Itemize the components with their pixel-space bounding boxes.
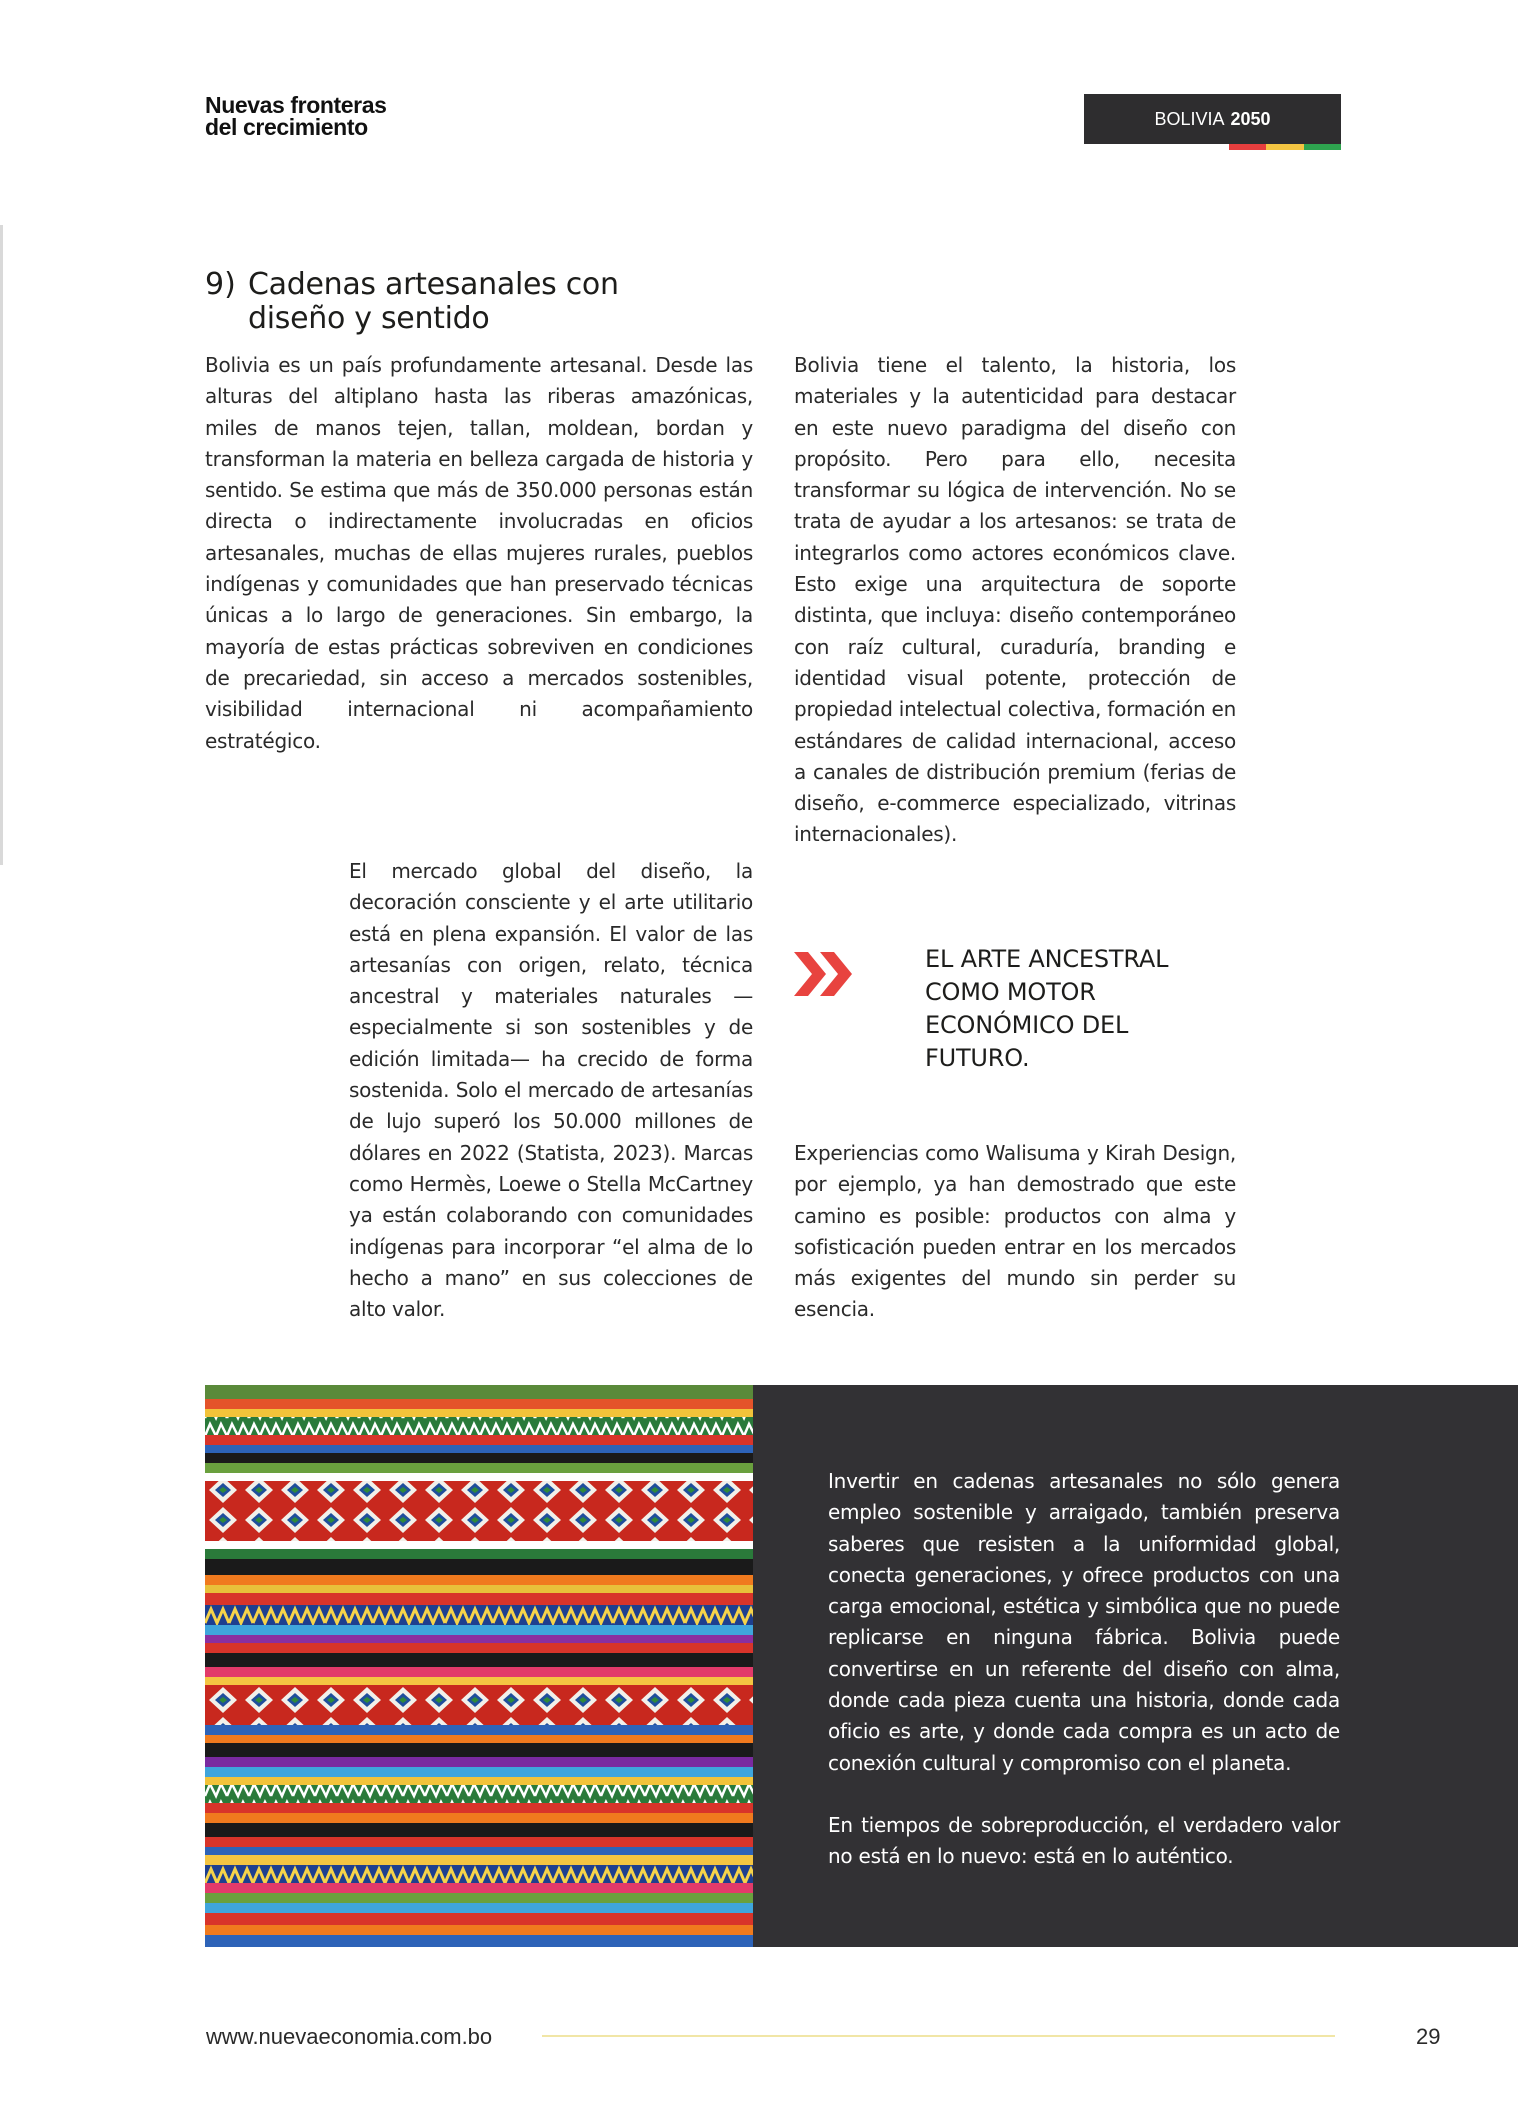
- publication-title-line1: Nuevas fronteras: [205, 92, 387, 118]
- intro-paragraph-text: Bolivia es un país profundamente artesanal. Desde las alturas del altiplano hasta las riberas amazónicas, miles de manos tejen, tallan, moldean, bordan y transforman la materia en belleza cargada de historia y sentido. Se estima que más de 350.000 personas están directa o indirectamente involucradas en oficios artesanales, muchas de ellas mujeres rurales, pueblos indígenas y comunidades que han preservado técnicas únicas a lo largo de generaciones. Sin embargo, la mayoría de estas prácticas sobreviven en condiciones de precariedad, sin acceso a mercados sostenibles, visibilidad internacional ni acompañamiento estratégico.: [205, 353, 753, 753]
- footer-divider: [542, 2035, 1335, 2037]
- market-paragraph-text: El mercado global del diseño, la decoración consciente y el arte utilitario está en plena expansión. El valor de las artesanías con origen, relato, técnica ancestral y materiales naturales —especialmente si son sostenibles y de edición limitada— ha crecido de forma sostenida. Solo el mercado de artesanías de lujo superó los 50.000 millones de dólares en 2022 (Statista, 2023). Marcas como Hermès, Loewe o Stella McCartney ya están colaborando con comunidades indígenas para incorporar “el alma de lo hecho a mano” en sus colecciones de alto valor.: [349, 859, 753, 1322]
- badge-text: BOLIVIA: [1154, 108, 1225, 129]
- flag-red-stripe: [1229, 144, 1266, 150]
- bolivia-2050-badge: [1084, 94, 1341, 144]
- badge-year: 2050: [1230, 108, 1271, 129]
- highlight-panel-text: [828, 1466, 1340, 1904]
- proposal-paragraph: [794, 350, 1236, 851]
- examples-paragraph-text: Experiencias como Walisuma y Kirah Design, por ejemplo, ya han demostrado que este camino es posible: productos con alma y sofisticación pueden entrar en los mercados más exigentes del mundo sin perder su esencia.: [794, 1141, 1236, 1322]
- market-paragraph: [349, 856, 753, 1325]
- side-rule: [0, 225, 3, 865]
- double-chevron-right-icon: [794, 950, 858, 998]
- textile-photo: [205, 1385, 753, 1947]
- section-number: 9): [205, 267, 236, 302]
- flag-green-stripe: [1304, 144, 1341, 150]
- publication-title-line2: del crecimiento: [205, 114, 368, 140]
- page-number: 29: [1416, 2024, 1441, 2049]
- flag-color-bar: [1229, 144, 1341, 150]
- highlight-paragraph-1: Invertir en cadenas artesanales no sólo genera empleo sostenible y arraigado, también preserva saberes que resisten a la uniformidad global, conecta generaciones, y ofrece productos con una carga emocional, estética y simbólica que no puede replicarse en ninguna fábrica. Bolivia puede convertirse en un referente del diseño con alma, donde cada pieza cuenta una historia, donde cada oficio es arte, y donde cada compra es un acto de conexión cultural y compromiso con el planeta.: [828, 1469, 1340, 1775]
- section-title: Cadenas artesanales con diseño y sentido: [248, 267, 619, 336]
- flag-yellow-stripe: [1266, 144, 1303, 150]
- intro-paragraph: [205, 350, 753, 757]
- proposal-paragraph-text: Bolivia tiene el talento, la historia, los materiales y la autenticidad para destacar en este nuevo paradigma del diseño con propósito. Pero para ello, necesita transformar su lógica de intervención. No se trata de ayudar a los artesanos: se trata de integrarlos como actores económicos clave. Esto exige una arquitectura de soporte distinta, que incluya: diseño contemporáneo con raíz cultural, curaduría, branding e identidad visual potente, protección de propiedad intelectual colectiva, formación en estándares de calidad internacional, acceso a canales de distribución premium (ferias de diseño, e-commerce especializado, vitrinas internacionales).: [794, 353, 1236, 847]
- highlight-paragraph-2: En tiempos de sobreproducción, el verdadero valor no está en lo nuevo: está en lo auténtico.: [828, 1812, 1340, 1869]
- examples-paragraph: [794, 1138, 1236, 1326]
- footer-website: www.nuevaeconomia.com.bo: [206, 2024, 493, 2049]
- pull-quote: EL ARTE ANCESTRAL COMO MOTOR ECONÓMICO DEL FUTURO.: [925, 945, 1169, 1072]
- publication-title: [205, 94, 387, 138]
